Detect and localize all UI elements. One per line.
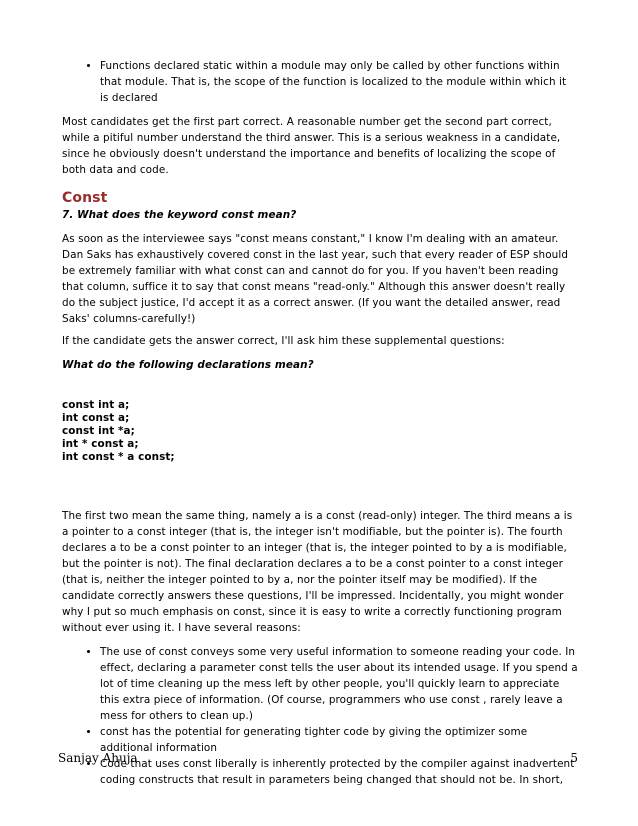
list-item: • Functions declared static within a module may only be called by other functions within that module. That is, the scope of the function is localized to the module within which it is declared [100, 58, 578, 106]
paragraph-answer: As soon as the interviewee says "const means constant," I know I'm dealing with an amateur. Dan Saks has exhaustively covered const in the last year, such that every reader of ESP should be extremely familiar with what const can and cannot do for you. If you haven't been reading that column, suffice it to say that const means "read-only." Although this answer doesn't really do the subject justice, I'd accept it as a correct answer. (If you want the detailed answer, read Saks' columns-carefully!) [62, 233, 569, 325]
code-line: int const * a const; [62, 451, 175, 463]
code-line: int const a; [62, 412, 130, 424]
bullet-list-top [62, 58, 578, 106]
footer-author: Sanjay Ahuja [58, 751, 138, 765]
code-line: const int *a; [62, 425, 135, 437]
question-heading: 7. What does the keyword const mean? [62, 209, 297, 221]
list-item: • The use of const conveys some very useful information to someone reading your code. In effect, declaring a parameter const tells the user about its intended usage. If you spend a lot of time cleaning up the mess left by other people, you'll quickly learn to appreciate this extra piece of information. (Of course, programmers who use const , rarely leave a mess for others to clean up.) [100, 644, 578, 724]
code-line: const int a; [62, 399, 130, 411]
question-declarations: What do the following declarations mean? [62, 359, 314, 371]
footer-page-number: 5 [570, 751, 578, 765]
paragraph-supplemental: If the candidate gets the answer correct, I'll ask him these supplemental questions: [62, 335, 505, 347]
bullet-list-reasons [62, 644, 578, 788]
list-item: • const has the potential for generating tighter code by giving the optimizer some additional information [100, 724, 578, 756]
list-item: • Code that uses const liberally is inherently protected by the compiler against inadvertent coding constructs that result in parameters being changed that should not be. In short, [100, 756, 578, 788]
code-block [62, 399, 578, 464]
paragraph-candidates: Most candidates get the first part correct. A reasonable number get the second part correct, while a pitiful number understand the third answer. This is a serious weakness in a candidate, since he obviously doesn't understand the importance and benefits of localizing the scope of both data and code. [62, 116, 561, 176]
document-body [62, 58, 578, 788]
code-line: int * const a; [62, 438, 139, 450]
paragraph-explanation: The first two mean the same thing, namely a is a const (read-only) integer. The third means a is a pointer to a const integer (that is, the integer isn't modifiable, but the pointer is). The fourth declares a to be a const pointer to an integer (that is, the integer pointed to by a is modifiable, but the pointer is not). The final declaration declares a to be a const pointer to a const integer (that is, neither the integer pointed to by a, nor the pointer itself may be modified). If the candidate correctly answers these questions, I'll be impressed. Incidentally, you might wonder why I put so much emphasis on const, since it is easy to write a correctly functioning program without ever using it. I have several reasons: [62, 510, 573, 634]
section-heading: Const [62, 190, 108, 206]
